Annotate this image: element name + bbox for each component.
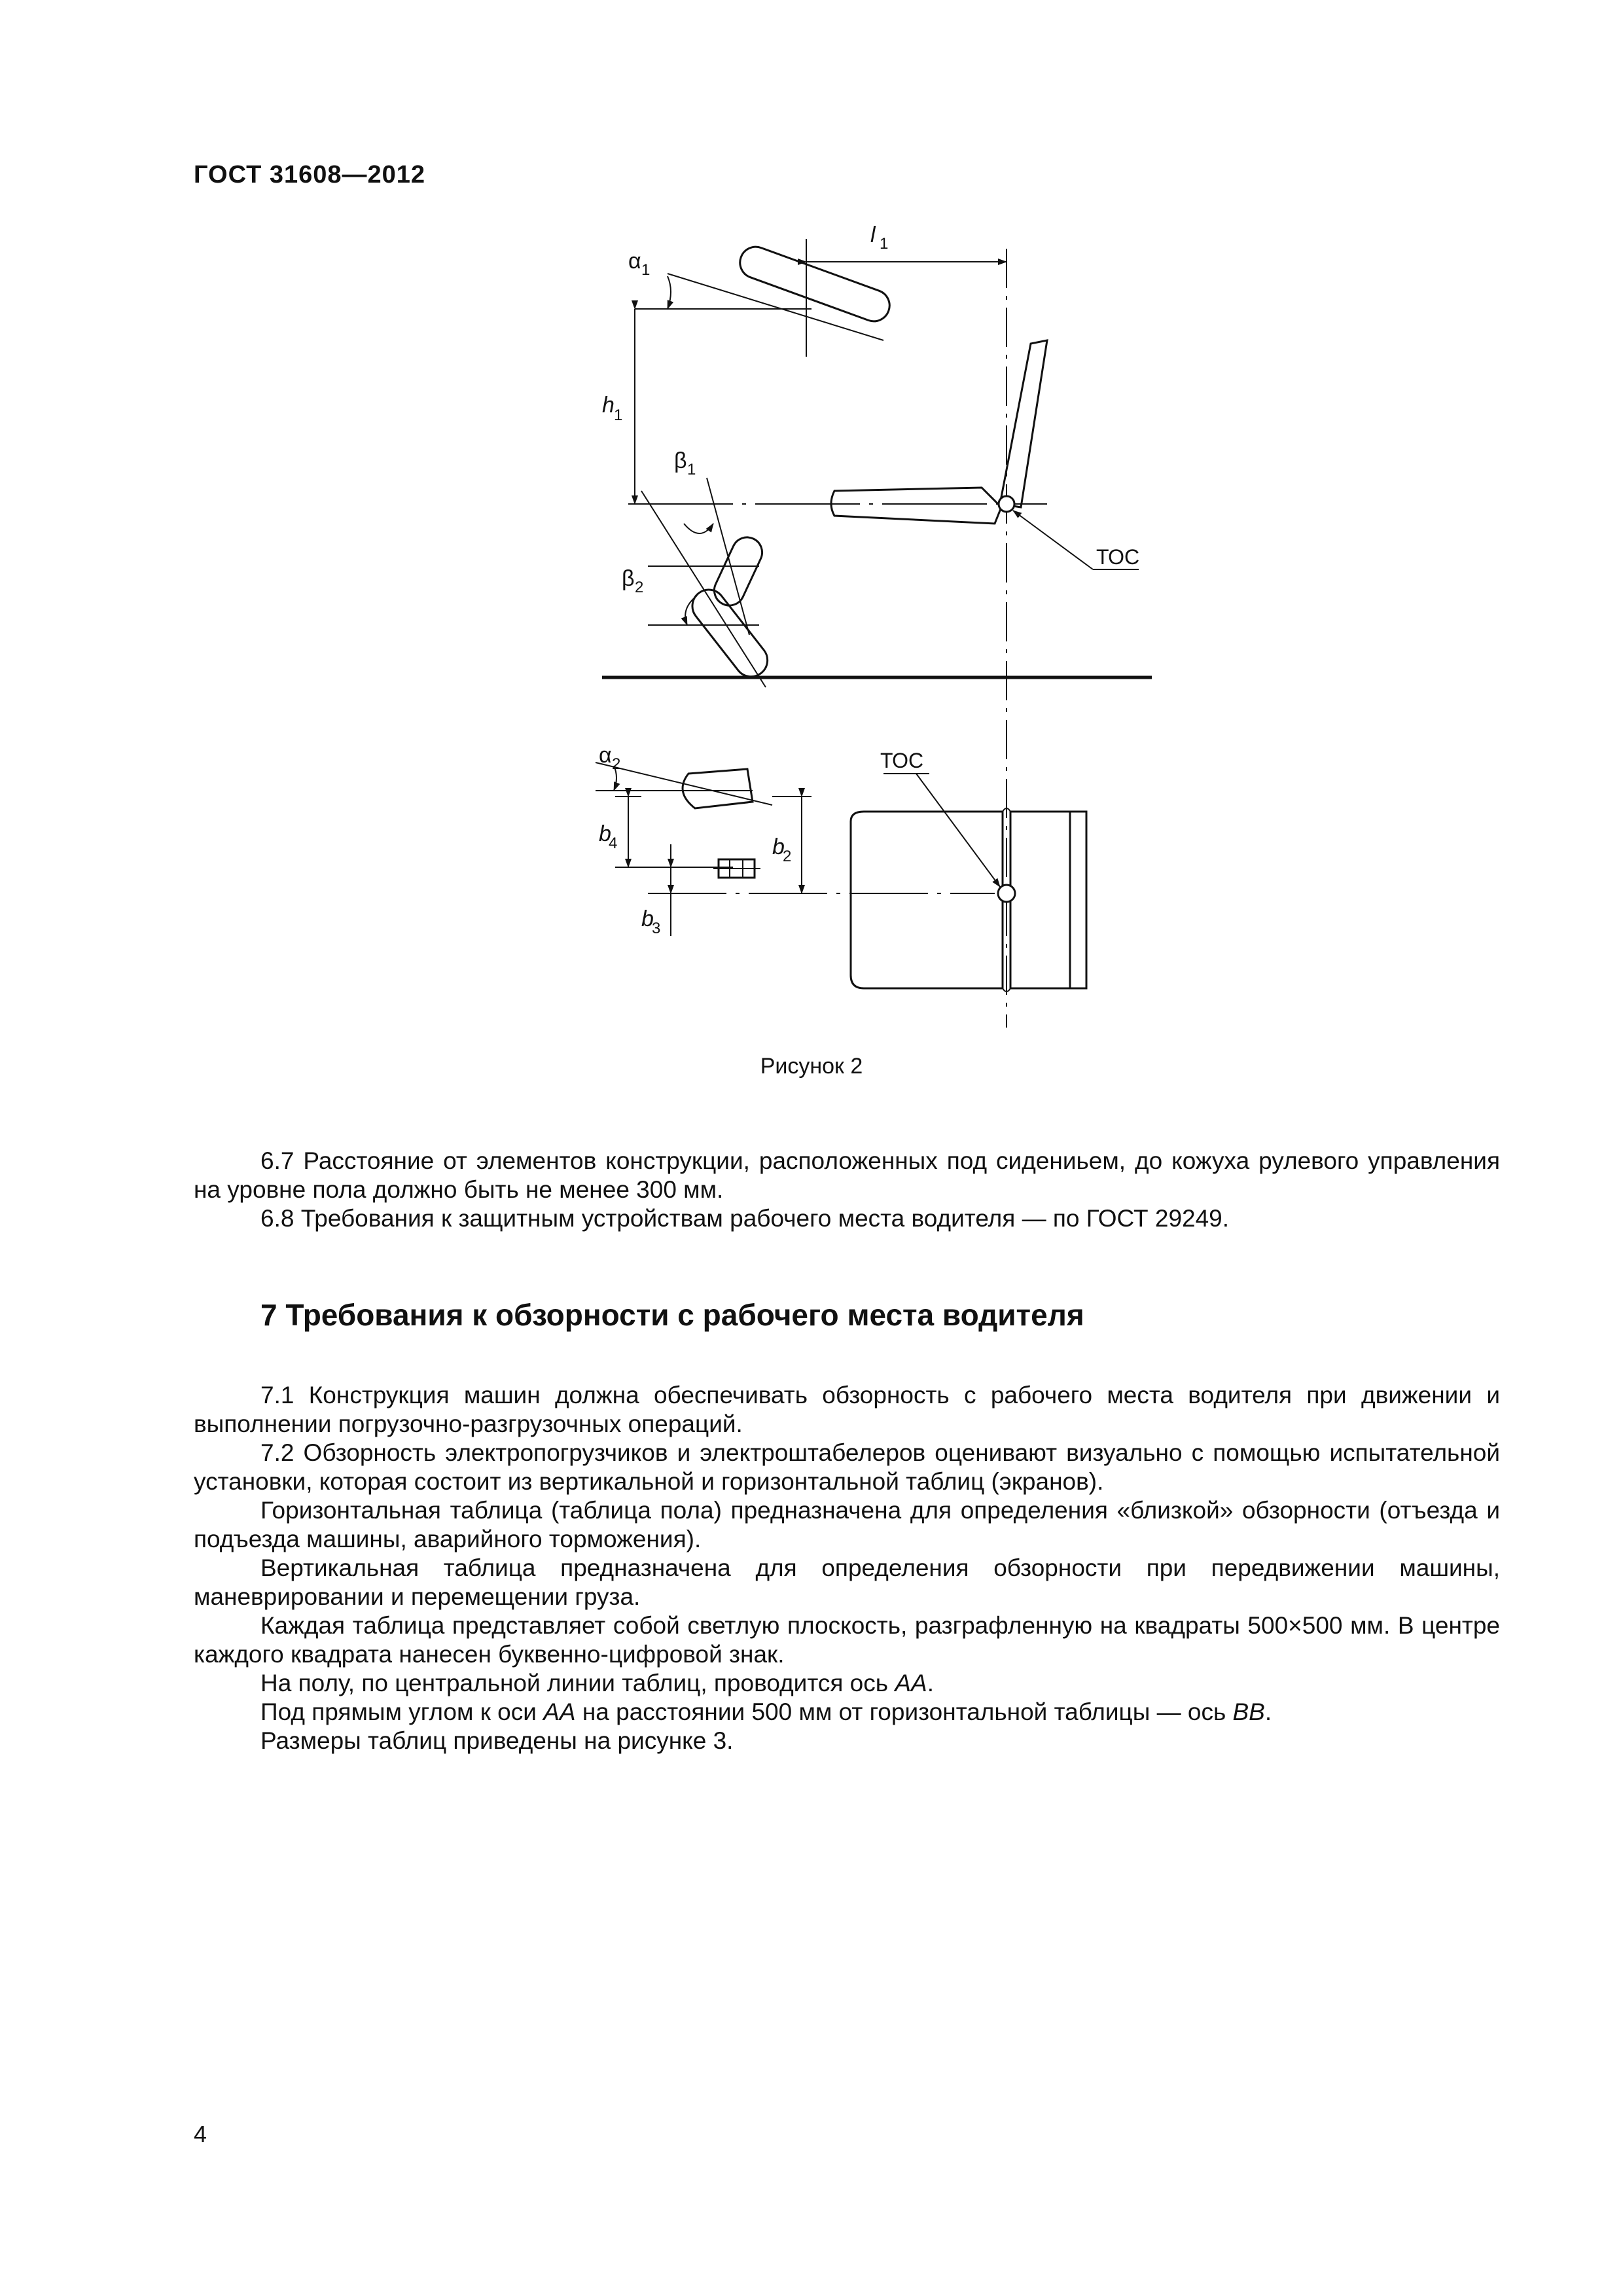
svg-text:1: 1 bbox=[880, 235, 889, 253]
svg-text:4: 4 bbox=[609, 834, 618, 852]
paragraph-table-grid: Каждая таблица представляет собой светлую плоскость, разграфленную на квадраты 500×500 мм. В центре каждого квадрата нанесен буквенно-цифровой знак. bbox=[194, 1612, 1500, 1668]
paragraph-axis-aa: На полу, по центральной линии таблиц, проводится ось АА. bbox=[260, 1670, 934, 1696]
paragraph-6-7: 6.7 Расстояние от элементов конструкции, расположенных под сидениьем, до кожуха рулевого управления на уровне пола должно быть не менее 300 мм. bbox=[194, 1147, 1500, 1203]
pedal-axis-1 bbox=[668, 274, 883, 340]
seat-plan-right bbox=[1010, 812, 1086, 988]
label-beta1: β bbox=[674, 448, 687, 473]
paragraph-axis-bb: Под прямым углом к оси АА на расстоянии 500 мм от горизонтальной таблицы — ось ВВ. bbox=[260, 1698, 1272, 1725]
label-b4: b bbox=[599, 821, 611, 846]
paragraph-7-1: 7.1 Конструкция машин должна обеспечивать обзорность с рабочего места водителя при движении и выполнении погрузочно-разгрузочных операций. bbox=[194, 1382, 1500, 1437]
svg-text:1: 1 bbox=[641, 261, 651, 279]
seat-plan-left bbox=[851, 812, 1003, 988]
paragraph-table-sizes: Размеры таблиц приведены на рисунке 3. bbox=[260, 1727, 734, 1754]
axis-bb: ВВ bbox=[1232, 1698, 1265, 1725]
section-7-heading: 7 Требования к обзорности с рабочего места водителя bbox=[260, 1298, 1084, 1332]
svg-text:1: 1 bbox=[614, 406, 623, 424]
toc-point-side bbox=[999, 496, 1014, 512]
label-b2: b bbox=[772, 834, 785, 859]
label-alpha2: α bbox=[599, 743, 612, 768]
label-alpha1: α bbox=[628, 249, 641, 274]
svg-text:3: 3 bbox=[652, 920, 661, 937]
lower-pedal-2 bbox=[686, 583, 774, 683]
paragraph-7-2: 7.2 Обзорность электропогрузчиков и электроштабелеров оценивают визуально с помощью испытательной установки, которая состоит из вертикальной и горизонтальной таблиц (экранов). bbox=[194, 1439, 1500, 1495]
svg-text:2: 2 bbox=[612, 755, 621, 773]
page-number: 4 bbox=[194, 2121, 207, 2147]
label-b3: b bbox=[641, 906, 654, 931]
label-beta2: β bbox=[622, 566, 635, 591]
svg-text:2: 2 bbox=[783, 848, 792, 865]
axis-aa-ref: АА bbox=[543, 1698, 576, 1725]
paragraph-vertical-table: Вертикальная таблица предназначена для определения обзорности при передвижении машины, маневрировании и перемещении груза. bbox=[194, 1554, 1500, 1610]
plan-pedal bbox=[683, 769, 753, 808]
svg-text:1: 1 bbox=[687, 461, 696, 478]
document-header: ГОСТ 31608—2012 bbox=[194, 161, 426, 188]
paragraph-6-8: 6.8 Требования к защитным устройствам рабочего места водителя — по ГОСТ 29249. bbox=[260, 1205, 1230, 1232]
lower-pedal-1 bbox=[709, 532, 767, 610]
label-l1: l bbox=[870, 223, 876, 247]
section-7-text bbox=[194, 1381, 1500, 1755]
toc-point-plan bbox=[998, 885, 1015, 902]
seat-back-side bbox=[1000, 340, 1047, 507]
paragraph-horizontal-table: Горизонтальная таблица (таблица пола) предназначена для определения «близкой» обзорности (отъезда и подъезда машины, аварийного торможения). bbox=[194, 1497, 1500, 1552]
seat-cushion-side bbox=[831, 488, 1001, 524]
label-toc-side: ТОС bbox=[1096, 545, 1140, 569]
label-toc-plan: ТОС bbox=[880, 749, 924, 772]
figure-caption: Рисунок 2 bbox=[760, 1054, 863, 1079]
section-6-text bbox=[194, 1147, 1500, 1233]
label-h1: h bbox=[602, 393, 615, 418]
technical-drawing bbox=[576, 216, 1165, 1041]
figure-2-drawing bbox=[576, 216, 1165, 1041]
axis-aa: АА bbox=[895, 1670, 927, 1696]
svg-text:2: 2 bbox=[635, 579, 644, 596]
upper-pedal bbox=[736, 242, 894, 325]
